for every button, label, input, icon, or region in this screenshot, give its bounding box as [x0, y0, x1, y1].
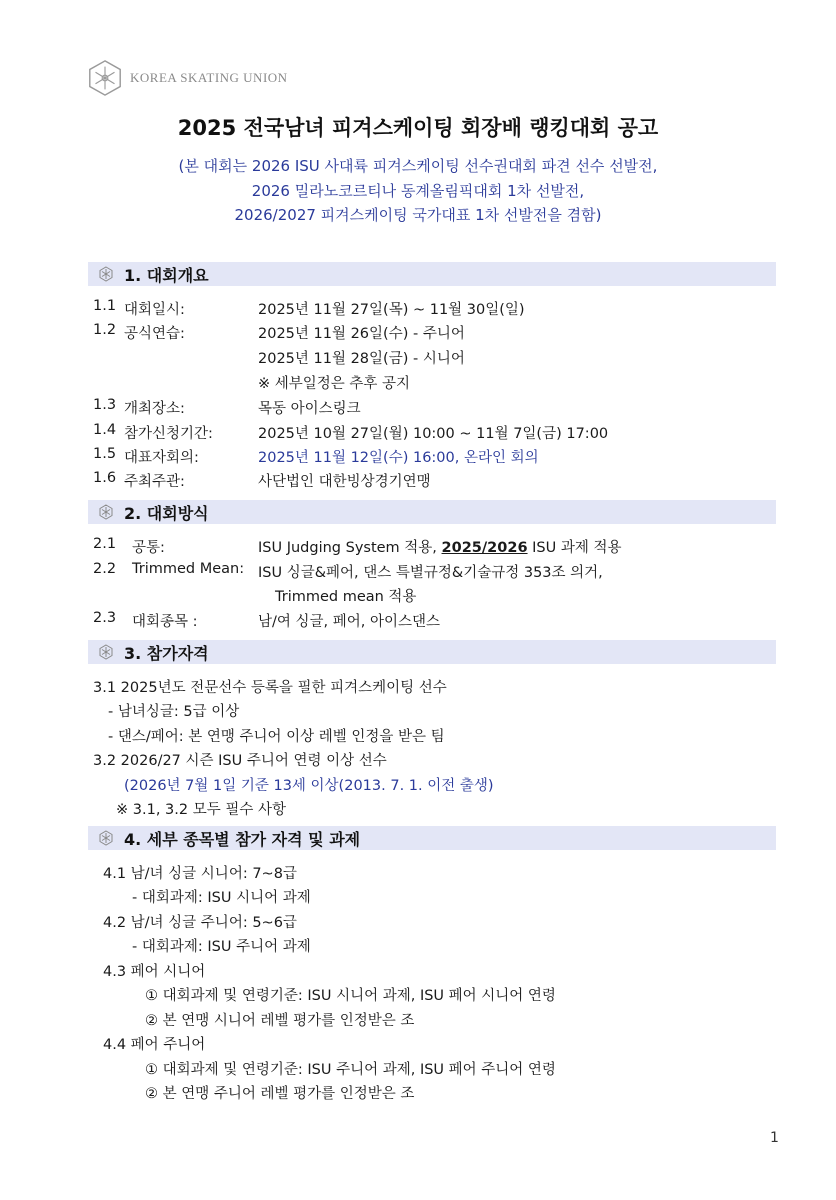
item-value: [258, 536, 622, 557]
item-number: 1.2: [93, 322, 117, 338]
list-item: - 대회과제: ISU 주니어 과제: [132, 939, 311, 955]
list-item: - 대회과제: ISU 시니어 과제: [132, 890, 311, 906]
subtitle-line-3: 2026/2027 피겨스케이팅 국가대표 1차 선발전을 겸함): [234, 206, 602, 224]
list-item: 4.3 페어 시니어: [103, 964, 206, 980]
snowflake-cube-icon: [86, 58, 124, 98]
list-item: ① 대회과제 및 연령기준: ISU 시니어 과제, ISU 페어 시니어 연령: [145, 988, 556, 1004]
section-title: 3. 참가자격: [124, 643, 209, 663]
item-number: 2.2: [93, 561, 117, 577]
list-item: 3.2 2026/27 시즌 ISU 주니어 연령 이상 선수: [93, 753, 387, 769]
item-value: 2025년 11월 27일(목) ~ 11월 30일(일): [258, 302, 525, 318]
ksu-logo: [86, 58, 288, 98]
item-number: 2.1: [93, 536, 117, 552]
item-number: 1.4: [93, 422, 117, 438]
item-value: 남/여 싱글, 페어, 아이스댄스: [258, 614, 441, 630]
list-item: 4.2 남/녀 싱글 주니어: 5~6급: [103, 915, 297, 931]
snowflake-icon: [98, 266, 114, 282]
subtitle-line-2: 2026 밀라노코르티나 동계올림픽대회 1차 선발전,: [251, 182, 585, 200]
page-title: 2025 전국남녀 피겨스케이팅 회장배 랭킹대회 공고: [177, 116, 659, 140]
item-number: 1.1: [93, 298, 117, 314]
section-header-4: [88, 826, 776, 850]
snowflake-icon: [98, 830, 114, 846]
item-label: 대회종목 :: [132, 614, 198, 630]
item-value: 2025년 10월 27일(월) 10:00 ~ 11월 7일(금) 17:00: [258, 426, 609, 442]
item-value: 2025년 11월 28일(금) - 시니어: [258, 351, 465, 367]
list-item: ② 본 연맹 주니어 레벨 평가를 인정받은 조: [145, 1086, 415, 1102]
list-item: 4.1 남/녀 싱글 시니어: 7~8급: [103, 866, 297, 882]
item-value: 목동 아이스링크: [258, 401, 361, 417]
item-value: 2025년 11월 26일(수) - 주니어: [258, 326, 465, 342]
section-header-2: [88, 500, 776, 524]
section-title: 1. 대회개요: [124, 265, 209, 285]
item-note: ※ 세부일정은 추후 공지: [258, 376, 411, 392]
page-number: 1: [770, 1130, 779, 1146]
list-item: ① 대회과제 및 연령기준: ISU 주니어 과제, ISU 페어 주니어 연령: [145, 1062, 556, 1078]
item-value: 2025년 11월 12일(수) 16:00, 온라인 회의: [258, 450, 539, 466]
item-label: 참가신청기간:: [124, 426, 213, 442]
item-label: 공통:: [132, 540, 165, 556]
list-item: 3.1 2025년도 전문선수 등록을 필한 피겨스케이팅 선수: [93, 680, 447, 696]
section-title: 4. 세부 종목별 참가 자격 및 과제: [124, 829, 361, 849]
item-value: ISU 싱글&페어, 댄스 특별규정&기술규정 353조 의거,: [258, 565, 603, 581]
item-label: 공식연습:: [124, 326, 185, 342]
item-value: 사단법인 대한빙상경기연맹: [258, 474, 431, 490]
logo-text: KOREA SKATING UNION: [130, 70, 288, 85]
item-number: 1.3: [93, 397, 117, 413]
item-label: Trimmed Mean:: [132, 561, 245, 577]
item-number: 1.6: [93, 470, 117, 486]
item-value-b: ISU 과제 적용: [527, 540, 622, 556]
item-label: 대회일시:: [124, 302, 185, 318]
list-item: - 댄스/페어: 본 연맹 주니어 이상 레벨 인정을 받은 팀: [108, 729, 445, 745]
subtitle-line-1: (본 대회는 2026 ISU 사대륙 피겨스케이팅 선수권대회 파견 선수 선발전,: [178, 157, 658, 175]
snowflake-icon: [98, 644, 114, 660]
list-item: ※ 3.1, 3.2 모두 필수 사항: [116, 802, 286, 818]
list-item: ② 본 연맹 시니어 레벨 평가를 인정받은 조: [145, 1013, 415, 1029]
list-item: 4.4 페어 주니어: [103, 1037, 206, 1053]
list-item: (2026년 7월 1일 기준 13세 이상(2013. 7. 1. 이전 출생): [124, 778, 494, 794]
item-value-underlined: 2025/2026: [441, 540, 528, 556]
item-number: 1.5: [93, 446, 117, 462]
item-number: 2.3: [93, 610, 117, 626]
snowflake-icon: [98, 504, 114, 520]
list-item: - 남녀싱글: 5급 이상: [108, 704, 240, 720]
section-header-1: [88, 262, 776, 286]
item-value-a: ISU Judging System 적용,: [258, 540, 442, 556]
item-label: 대표자회의:: [124, 450, 199, 466]
section-header-3: [88, 640, 776, 664]
item-value: Trimmed mean 적용: [275, 589, 417, 605]
item-label: 주최주관:: [124, 474, 185, 490]
section-title: 2. 대회방식: [124, 503, 209, 523]
item-label: 개최장소:: [124, 401, 185, 417]
